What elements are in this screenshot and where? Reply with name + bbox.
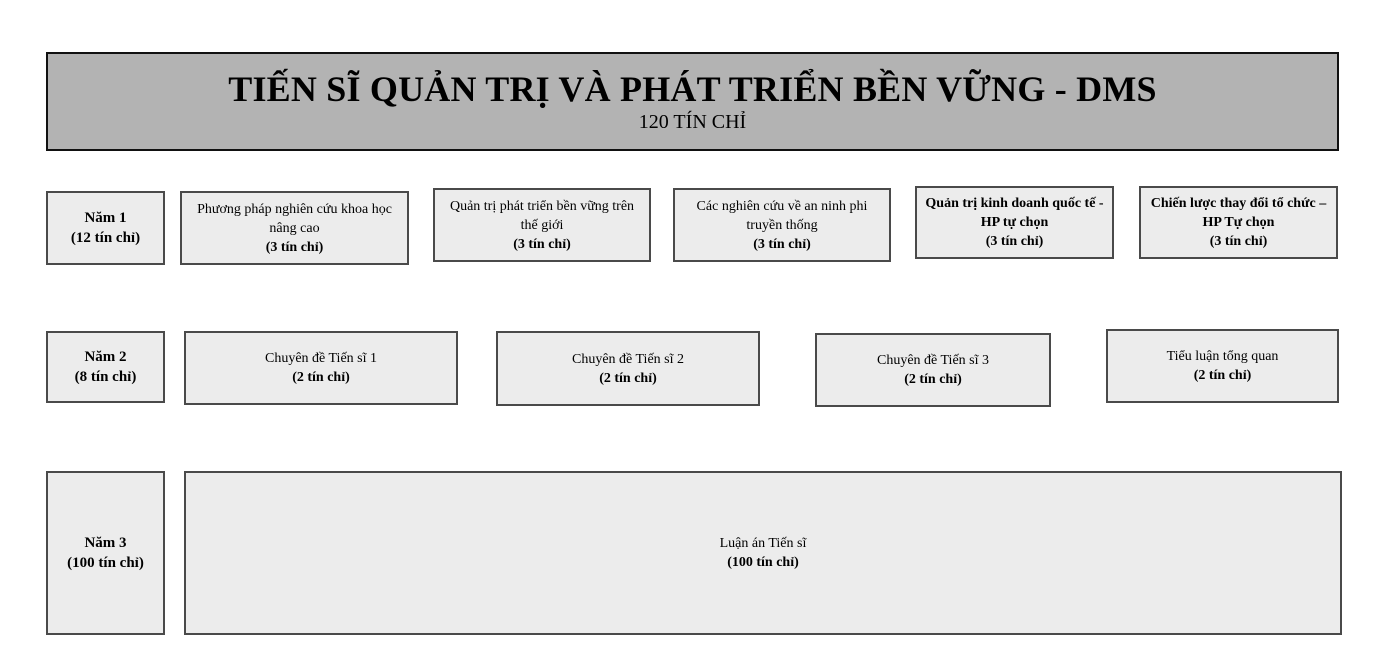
course-research-methods [180,191,409,265]
course-credits: (2 tín chỉ) [599,370,657,386]
course-international-business [915,186,1114,259]
course-credits: (3 tín chỉ) [513,236,571,252]
course-doctoral-topic-3 [815,333,1051,407]
course-title: Quản trị kinh doanh quốc tế - HP tự chọn [925,196,1104,230]
course-credits: (2 tín chỉ) [1193,368,1252,383]
course-non-traditional-security [673,188,891,262]
course-title: Chuyên đề Tiến sĩ 1 [264,351,377,366]
course-title: Chiến lược thay đổi tổ chức – HP Tự chọn [1150,196,1327,230]
year-1-label-box [46,191,165,265]
course-credits: (2 tín chỉ) [292,370,350,385]
year-1-name: Năm 1 [84,210,127,226]
course-title: Quản trị phát triển bền vững trên thế giới [449,198,635,233]
year-2-label-box [46,331,165,403]
course-credits: (2 tín chỉ) [904,372,962,387]
course-dissertation [184,471,1342,635]
course-organizational-change [1139,186,1338,259]
course-title: Tiểu luận tổng quan [1166,349,1279,364]
course-literature-review [1106,329,1339,403]
year-3-label-box [46,471,165,635]
year-2-name: Năm 2 [84,349,127,365]
course-title: Chuyên đề Tiến sĩ 2 [571,351,684,367]
course-title: Chuyên đề Tiến sĩ 3 [876,353,989,368]
program-title: TIẾN SĨ QUẢN TRỊ VÀ PHÁT TRIỂN BỀN VỮNG - DMS [228,68,1157,109]
program-total-credits: 120 TÍN CHỈ [638,110,747,133]
course-sustainable-development [433,188,651,262]
year-3-credits: (100 tín chỉ) [67,555,144,571]
course-doctoral-topic-1 [184,331,458,405]
course-credits: (3 tín chỉ) [753,236,811,252]
course-credits: (3 tín chỉ) [265,239,324,255]
course-title: Phương pháp nghiên cứu khoa học nâng cao [197,201,392,236]
year-1-credits: (12 tín chỉ) [70,230,141,246]
program-header [46,52,1339,151]
course-title: Các nghiên cứu về an ninh phi truyền thống [696,198,868,233]
course-title: Luận án Tiến sĩ [719,536,807,551]
year-2-credits: (8 tín chỉ) [74,369,137,385]
course-doctoral-topic-2 [496,331,760,406]
course-credits: (3 tín chỉ) [1209,234,1268,249]
year-3-name: Năm 3 [84,535,127,551]
course-credits: (3 tín chỉ) [985,234,1044,249]
course-credits: (100 tín chỉ) [727,555,799,570]
